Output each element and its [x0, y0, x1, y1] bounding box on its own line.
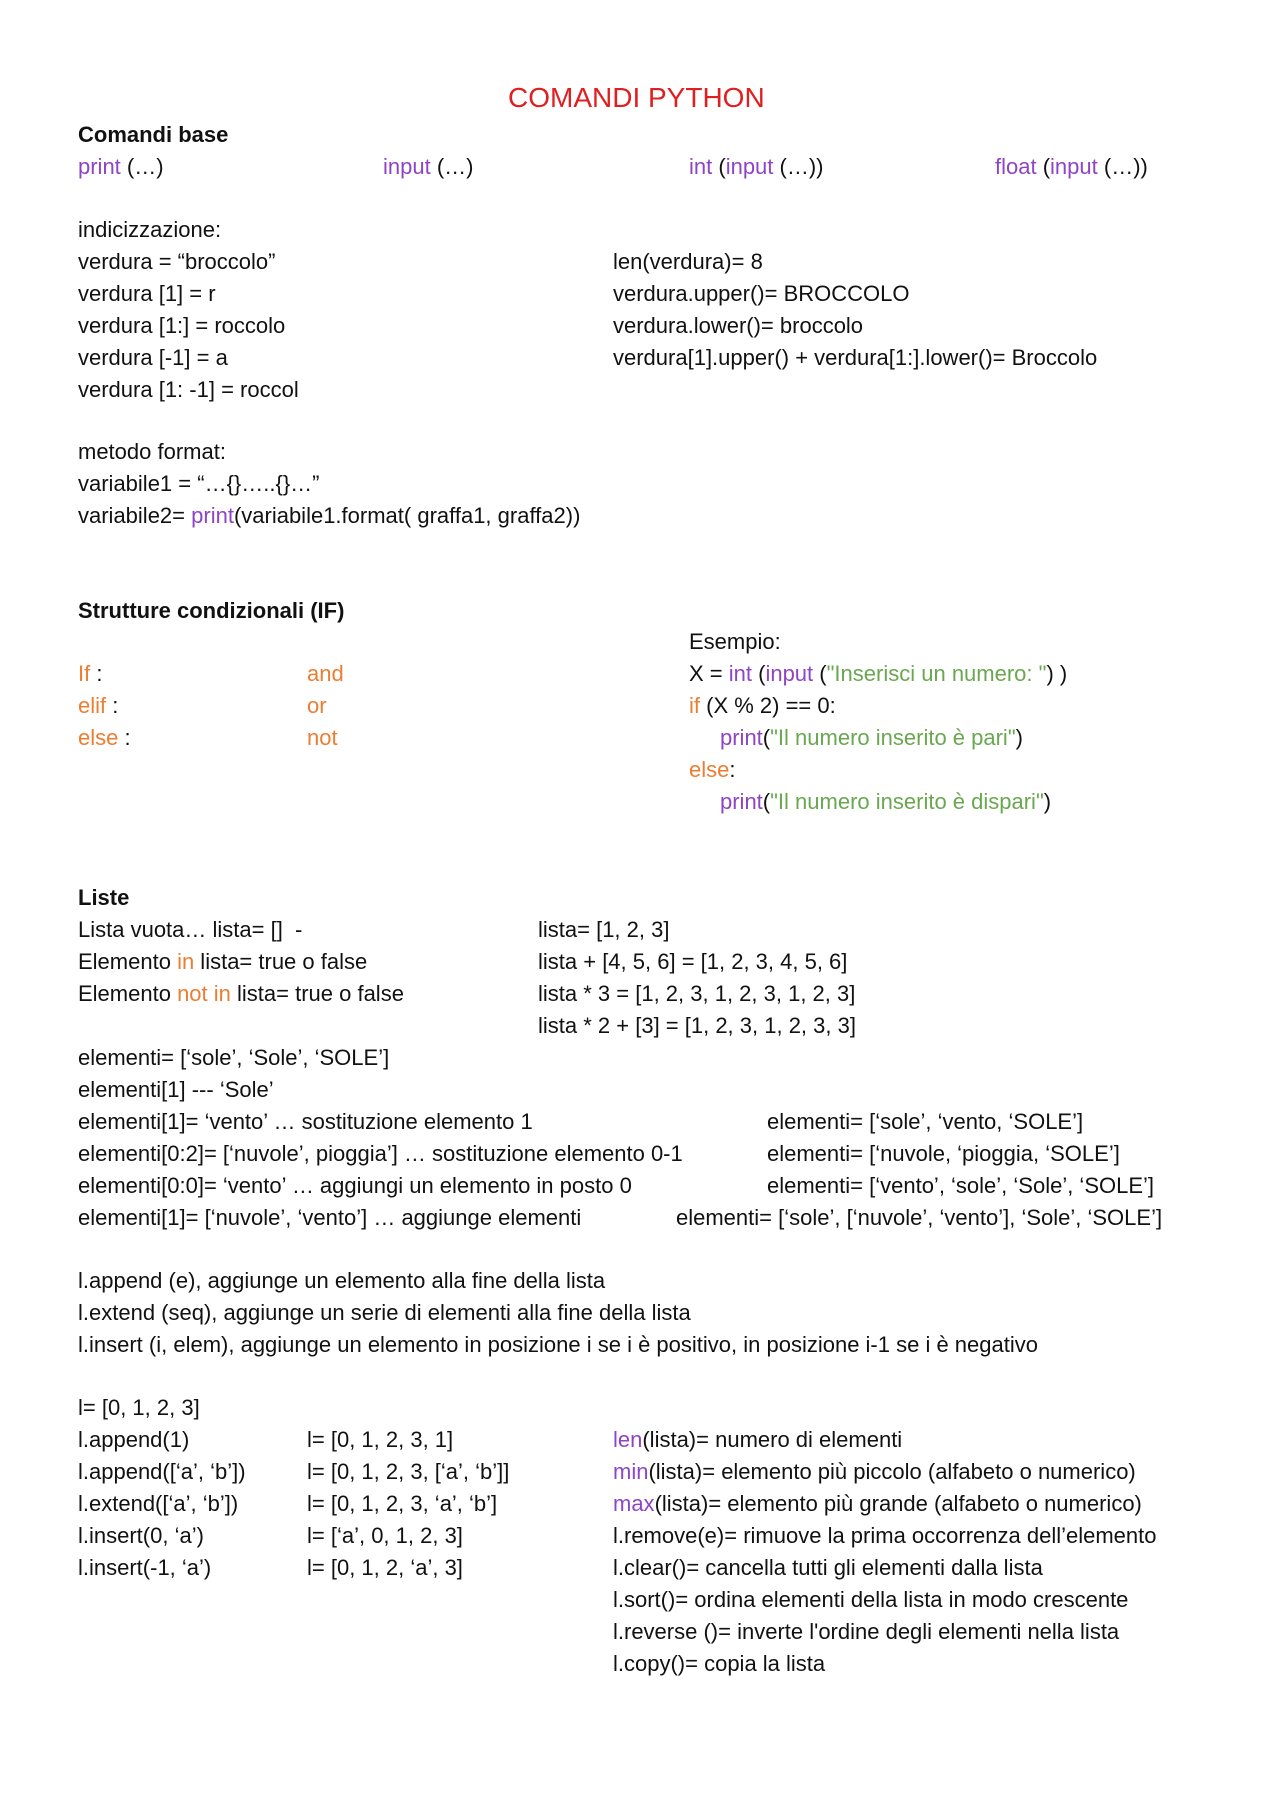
example-label: Esempio:	[689, 629, 781, 654]
example-result: l= [0, 1, 2, 3, 1]	[307, 1427, 454, 1452]
kw-int: int	[728, 661, 752, 686]
example-op: l.extend([‘a’, ‘b’])	[78, 1491, 239, 1516]
elements-line: elementi[0:0]= ‘vento’ … aggiungi un elemento in posto 0	[78, 1173, 632, 1198]
op-or: or	[307, 693, 327, 718]
example-op: l.insert(-1, ‘a’)	[78, 1555, 212, 1580]
kw-min: min	[613, 1459, 649, 1484]
example-result: l= [0, 1, 2, ‘a’, 3]	[307, 1555, 463, 1580]
base-input-args: (…)	[430, 154, 474, 179]
text: X =	[689, 661, 729, 686]
text: (variabile1.format( graffa1, graffa2))	[233, 503, 581, 528]
text: variabile2=	[78, 503, 192, 528]
elements-line: elementi[1] --- ‘Sole’	[78, 1077, 274, 1102]
function-line	[613, 1458, 1136, 1486]
example-op: l.append([‘a’, ‘b’])	[78, 1459, 246, 1484]
string-literal: "Inserisci un numero: "	[826, 661, 1047, 686]
base-int	[689, 153, 824, 181]
kw-else: else	[689, 757, 730, 782]
elements-result: elementi= [‘nuvole, ‘pioggia, ‘SOLE’]	[767, 1141, 1120, 1166]
indexing-line: verdura = “broccolo”	[78, 249, 276, 274]
example-line	[689, 660, 1067, 688]
text: )	[1015, 725, 1023, 750]
example-line	[689, 692, 836, 720]
text: ) )	[1046, 661, 1068, 686]
kw-print: print	[191, 503, 234, 528]
function-line: l.clear()= cancella tutti gli elementi dalla lista	[613, 1555, 1043, 1580]
example-op: l.append(1)	[78, 1427, 190, 1452]
list-line	[78, 980, 404, 1008]
list-line: Lista vuota… lista= [] -	[78, 917, 303, 942]
text: :	[90, 661, 103, 686]
function-line: l.reverse ()= inverte l'ordine degli elementi nella lista	[613, 1619, 1120, 1644]
kw-print: print	[720, 789, 763, 814]
text: :	[106, 693, 119, 718]
list-op-line: lista= [1, 2, 3]	[538, 917, 670, 942]
cond-else	[78, 724, 131, 752]
example-line	[720, 724, 1023, 752]
elements-result: elementi= [‘sole’, [‘nuvole’, ‘vento’], ‘Sole’, ‘SOLE’]	[676, 1205, 1163, 1230]
kw-in: in	[177, 949, 195, 974]
kw-elif: elif	[78, 693, 107, 718]
base-print	[78, 153, 164, 181]
indexing-line: indicizzazione:	[78, 217, 222, 242]
text: (lista)= numero di elementi	[642, 1427, 903, 1452]
kw-max: max	[613, 1491, 655, 1516]
base-float	[995, 153, 1148, 181]
example-result: l= [0, 1, 2, 3, ‘a’, ‘b’]	[307, 1491, 498, 1516]
string-literal: "Il numero inserito è dispari"	[770, 789, 1044, 814]
elements-line: elementi[0:2]= [‘nuvole’, pioggia’] … sostituzione elemento 0-1	[78, 1141, 683, 1166]
section-heading-cond: Strutture condizionali (IF)	[78, 598, 345, 623]
elements-line: elementi[1]= ‘vento’ … sostituzione elemento 1	[78, 1109, 533, 1134]
kw-int: int	[689, 154, 713, 179]
example-result: l= [‘a’, 0, 1, 2, 3]	[307, 1523, 463, 1548]
text: Elemento	[78, 949, 178, 974]
text: (	[813, 661, 827, 686]
example-result: l= [0, 1, 2, 3, [‘a’, ‘b’]]	[307, 1459, 510, 1484]
text: (X % 2) == 0:	[700, 693, 836, 718]
text: (lista)= elemento più piccolo (alfabeto o numerico)	[648, 1459, 1136, 1484]
function-line: l.sort()= ordina elementi della lista in modo crescente	[613, 1587, 1129, 1612]
text: (…))	[1097, 154, 1148, 179]
text: (	[712, 154, 726, 179]
function-line: l.remove(e)= rimuove la prima occorrenza dell’elemento	[613, 1523, 1157, 1548]
section-heading-lists: Liste	[78, 885, 130, 910]
kw-else: else	[78, 725, 119, 750]
elements-result: elementi= [‘sole’, ‘vento, ‘SOLE’]	[767, 1109, 1084, 1134]
list-op-line: lista * 3 = [1, 2, 3, 1, 2, 3, 1, 2, 3]	[538, 981, 856, 1006]
string-method-line: verdura.lower()= broccolo	[613, 313, 864, 338]
indexing-line: verdura [1:] = roccolo	[78, 313, 286, 338]
method-line: l.insert (i, elem), aggiunge un elemento in posizione i se i è positivo, in posizione i-1 se i è negativo	[78, 1332, 1038, 1357]
string-method-line: verdura[1].upper() + verdura[1:].lower()= Broccolo	[613, 345, 1098, 370]
kw-float: float	[995, 154, 1037, 179]
list-line	[78, 948, 367, 976]
format-line: variabile1 = “…{}…..{}…”	[78, 471, 320, 496]
text: Elemento	[78, 981, 178, 1006]
text: (	[762, 789, 771, 814]
text: )	[1043, 789, 1052, 814]
text: :	[118, 725, 131, 750]
method-line: l.extend (seq), aggiunge un serie di elementi alla fine della lista	[78, 1300, 691, 1325]
elements-line: elementi[1]= [‘nuvole’, ‘vento’] … aggiunge elementi	[78, 1205, 582, 1230]
string-method-line: verdura.upper()= BROCCOLO	[613, 281, 910, 306]
kw-if: If	[78, 661, 91, 686]
kw-input: input	[765, 661, 814, 686]
op-and: and	[307, 661, 344, 686]
kw-len: len	[613, 1427, 643, 1452]
method-line: l.append (e), aggiunge un elemento alla fine della lista	[78, 1268, 606, 1293]
string-method-line: len(verdura)= 8	[613, 249, 763, 274]
kw-input: input	[383, 154, 431, 179]
text: (	[762, 725, 771, 750]
indexing-line: verdura [1: -1] = roccol	[78, 377, 299, 402]
example-head: l= [0, 1, 2, 3]	[78, 1395, 200, 1420]
text: lista= true o false	[194, 949, 368, 974]
text: (…))	[773, 154, 824, 179]
text: (	[1036, 154, 1051, 179]
text: (	[752, 661, 766, 686]
format-line	[78, 502, 580, 530]
kw-if: if	[689, 693, 700, 718]
string-literal: "Il numero inserito è pari"	[770, 725, 1016, 750]
function-line: l.copy()= copia la lista	[613, 1651, 826, 1676]
indexing-line: verdura [1] = r	[78, 281, 216, 306]
example-op: l.insert(0, ‘a’)	[78, 1523, 204, 1548]
list-op-line: lista + [4, 5, 6] = [1, 2, 3, 4, 5, 6]	[538, 949, 848, 974]
kw-not-in: not in	[177, 981, 231, 1006]
elements-result: elementi= [‘vento’, ‘sole’, ‘Sole’, ‘SOLE’]	[767, 1173, 1155, 1198]
op-not: not	[307, 725, 338, 750]
format-line: metodo format:	[78, 439, 226, 464]
kw-print: print	[720, 725, 763, 750]
text: :	[729, 757, 736, 782]
indexing-line: verdura [-1] = a	[78, 345, 228, 370]
function-line	[613, 1490, 1142, 1518]
cond-elif	[78, 692, 118, 720]
base-print-args: (…)	[120, 154, 164, 179]
elements-line: elementi= [‘sole’, ‘Sole’, ‘SOLE’]	[78, 1045, 390, 1070]
cond-if	[78, 660, 102, 688]
function-line	[613, 1426, 902, 1454]
text: lista= true o false	[230, 981, 404, 1006]
kw-print: print	[78, 154, 121, 179]
example-line	[720, 788, 1051, 816]
kw-input: input	[725, 154, 774, 179]
page-title: COMANDI PYTHON	[508, 82, 765, 113]
kw-input: input	[1050, 154, 1098, 179]
section-heading-base: Comandi base	[78, 122, 229, 147]
example-line	[689, 756, 735, 784]
base-input	[383, 153, 473, 181]
text: (lista)= elemento più grande (alfabeto o numerico)	[654, 1491, 1142, 1516]
list-op-line: lista * 2 + [3] = [1, 2, 3, 1, 2, 3, 3]	[538, 1013, 856, 1038]
